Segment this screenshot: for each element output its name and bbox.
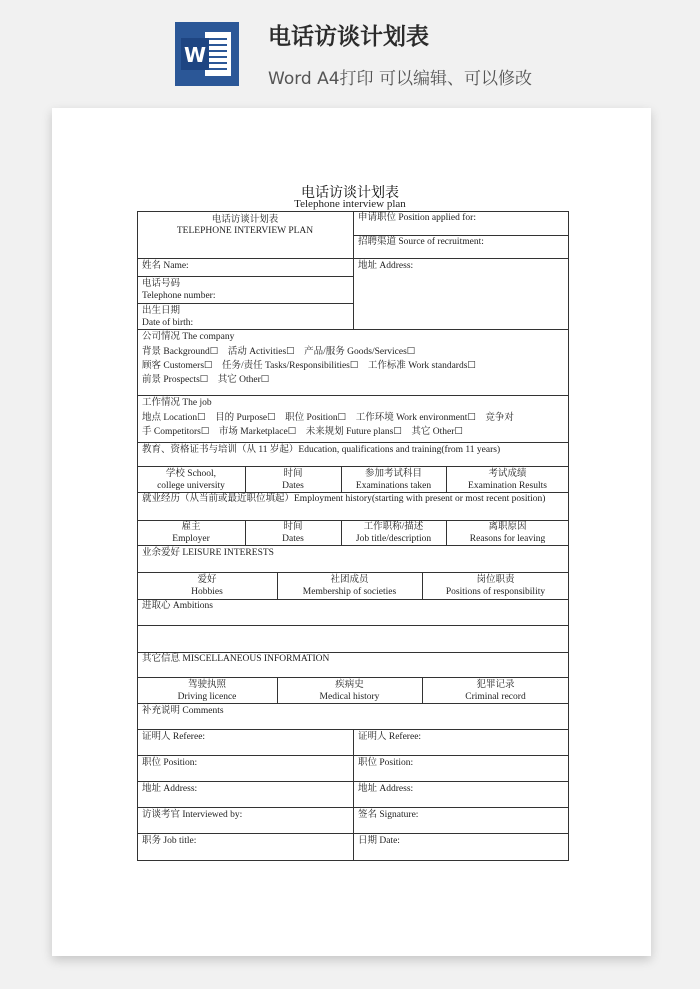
svg-text:W: W	[183, 43, 207, 67]
leisure-col-hobbies-en: Hobbies	[191, 587, 223, 597]
company-options-2: 顾客 Customers☐ 任务/责任 Tasks/Responsibilities☐ 工作标准 Work standards☐	[142, 361, 476, 371]
interviewed-by-label: 访谈考官 Interviewed by:	[142, 810, 243, 820]
header-title: 电话访谈计划表	[268, 24, 429, 50]
edu-col-results-cn: 考试成绩	[488, 469, 527, 479]
emp-col-reasons-en: Reasons for leaving	[469, 534, 546, 544]
emp-col-reasons-cn: 离职原因	[488, 522, 527, 532]
company-options-1: 背景 Background☐ 活动 Activities☐ 产品/服务 Goods/Services☐	[142, 347, 416, 357]
header-subtitle: Word A4打印 可以编辑、可以修改	[268, 69, 532, 89]
employment-heading: 就业经历（从当前或最近职位填起）Employment history(starting with present or most recent position)	[142, 494, 546, 504]
position-right-label: 职位 Position:	[358, 758, 414, 768]
ambitions-label: 进取心 Ambitions	[142, 601, 213, 611]
document-title: 电话访谈计划表	[301, 186, 399, 201]
job-title-label: 职务 Job title:	[142, 836, 197, 846]
document-subtitle: Telephone interview plan	[294, 198, 406, 210]
leisure-col-positions-en: Positions of responsibility	[445, 587, 546, 597]
word-doc-icon	[175, 22, 239, 86]
education-heading: 教育、资格证书与培训（从 11 岁起）Education, qualifications and training(from 11 years)	[142, 445, 501, 455]
edu-col-school-cn: 学校 School,	[165, 469, 217, 479]
misc-col-driving-en: Driving licence	[177, 692, 237, 702]
comments-label: 补充说明 Comments	[142, 706, 224, 716]
emp-col-job-cn: 工作职称/描述	[363, 522, 424, 532]
leisure-col-hobbies-cn: 爱好	[197, 575, 217, 585]
misc-col-medical-en: Medical history	[319, 692, 380, 702]
interview-form	[137, 211, 569, 861]
edu-col-exams-en: Examinations taken	[355, 481, 432, 491]
company-options-3: 前景 Prospects☐ 其它 Other☐	[142, 375, 270, 385]
misc-col-criminal-en: Criminal record	[465, 692, 526, 702]
emp-col-employer-cn: 雇主	[181, 522, 201, 532]
ref-address-left-label: 地址 Address:	[142, 784, 198, 794]
emp-col-dates-en: Dates	[282, 534, 304, 544]
misc-col-medical-cn: 疾病史	[335, 680, 364, 690]
edu-col-results-en: Examination Results	[468, 481, 547, 491]
dob-label-en: Date of birth:	[142, 318, 194, 328]
source-label: 招聘渠道 Source of recruitment:	[358, 237, 484, 247]
phone-label-en: Telephone number:	[142, 291, 216, 301]
job-options-1: 地点 Location☐ 目的 Purpose☐ 职位 Position☐ 工作环境 Work environment☐ 竞争对	[142, 413, 514, 423]
job-heading: 工作情况 The job	[142, 398, 212, 408]
company-heading: 公司情况 The company	[142, 332, 235, 342]
address-label: 地址 Address:	[358, 261, 414, 271]
leisure-col-positions-cn: 岗位职责	[476, 575, 515, 585]
plan-title-cn: 电话访谈计划表	[211, 215, 279, 225]
phone-label-cn: 电话号码	[142, 279, 181, 289]
ref-address-right-label: 地址 Address:	[358, 784, 414, 794]
emp-col-dates-cn: 时间	[283, 522, 303, 532]
leisure-col-societies-cn: 社团成员	[330, 575, 369, 585]
misc-col-criminal-cn: 犯罪记录	[476, 680, 515, 690]
emp-col-job-en: Job title/description	[355, 534, 432, 544]
edu-col-dates-en: Dates	[282, 481, 304, 491]
misc-col-driving-cn: 驾驶执照	[187, 680, 226, 690]
signature-label: 签名 Signature:	[358, 810, 419, 820]
position-applied-label: 申请职位 Position applied for:	[358, 213, 476, 223]
name-label: 姓名 Name:	[142, 261, 189, 271]
edu-col-exams-cn: 参加考试科目	[364, 469, 422, 479]
referee-left-label: 证明人 Referee:	[142, 732, 206, 742]
edu-col-dates-cn: 时间	[283, 469, 303, 479]
leisure-col-societies-en: Membership of societies	[302, 587, 397, 597]
plan-title-en: TELEPHONE INTERVIEW PLAN	[176, 226, 314, 236]
position-left-label: 职位 Position:	[142, 758, 198, 768]
date-label: 日期 Date:	[358, 836, 400, 846]
edu-col-school-en: college university	[157, 481, 225, 491]
leisure-heading: 业余爱好 LEISURE INTERESTS	[142, 548, 274, 558]
emp-col-employer-en: Employer	[172, 534, 210, 544]
page-header	[0, 0, 700, 100]
job-options-2: 手 Competitors☐ 市场 Marketplace☐ 未来规划 Future plans☐ 其它 Other☐	[142, 427, 463, 437]
misc-heading: 其它信息 MISCELLANEOUS INFORMATION	[142, 654, 330, 664]
referee-right-label: 证明人 Referee:	[358, 732, 422, 742]
dob-label-cn: 出生日期	[142, 306, 181, 316]
